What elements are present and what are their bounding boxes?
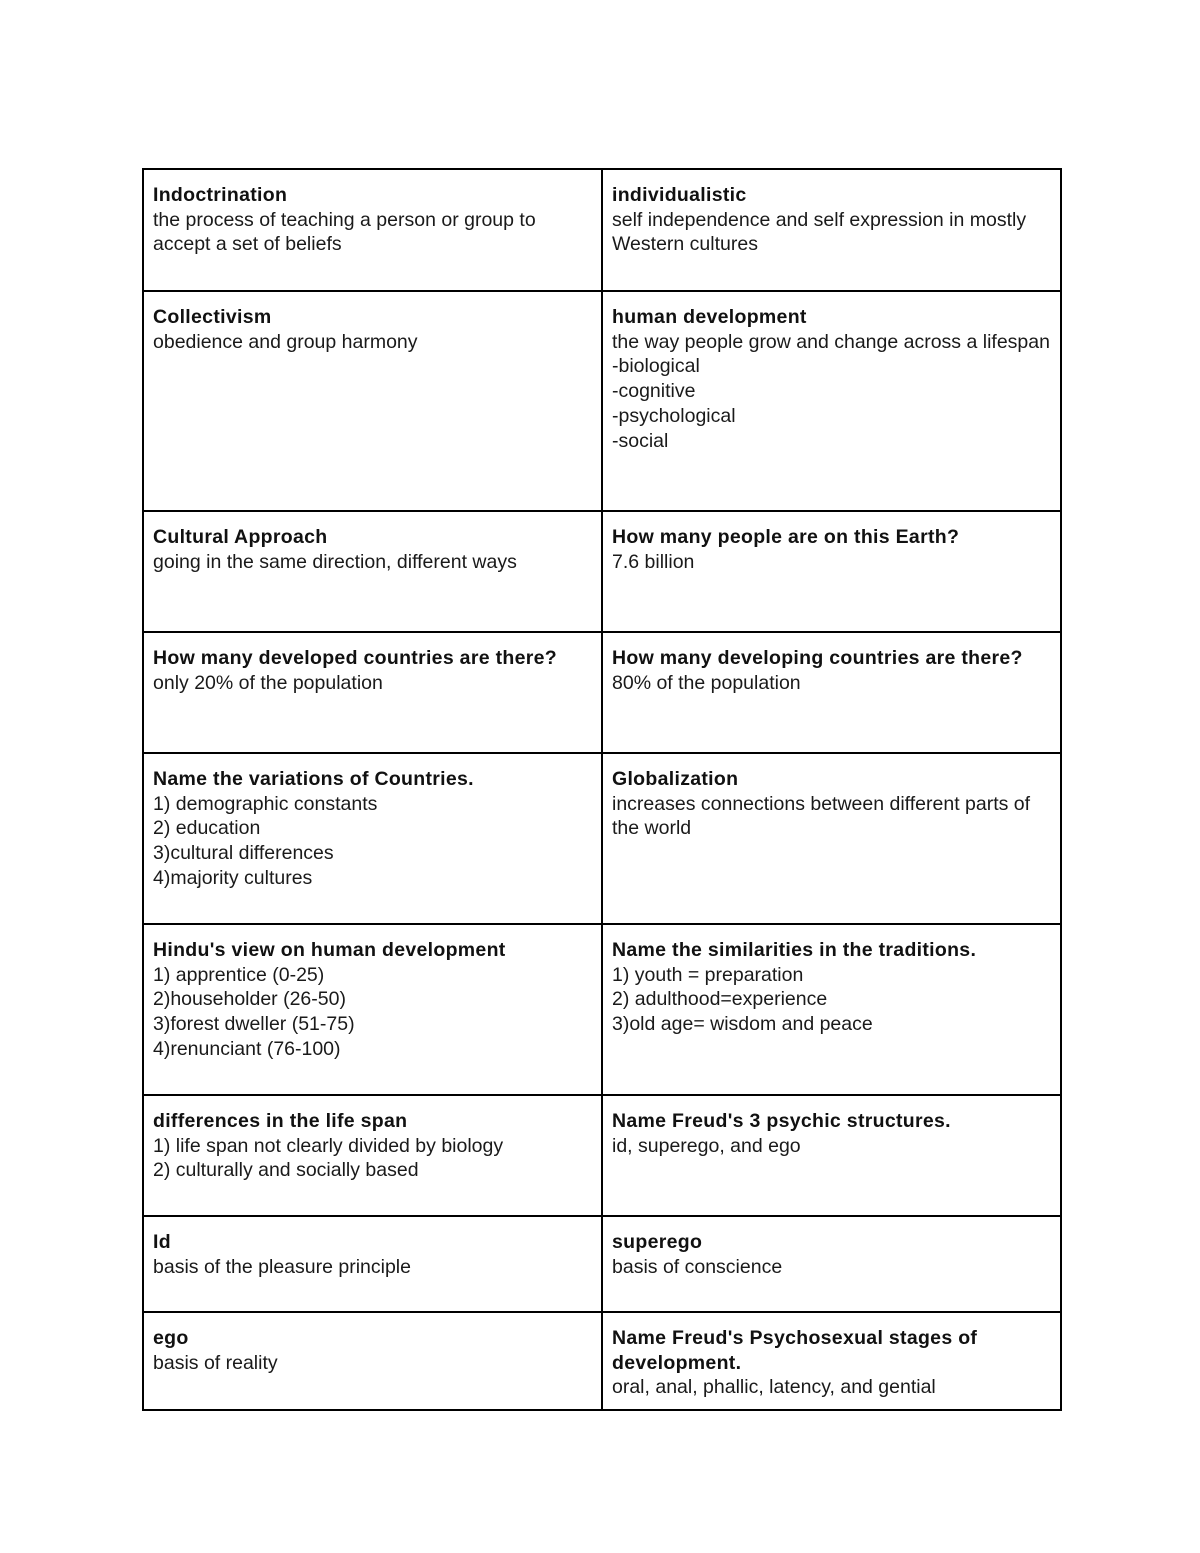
card-definition (153, 1134, 592, 1183)
definition-line: self independence and self expression in mostly Western cultures (612, 208, 1027, 256)
flashcard-table-body (143, 169, 1061, 1410)
card-term: Name Freud's 3 psychic structures. (612, 1110, 951, 1132)
definition-line: 2)householder (26-50) (153, 988, 346, 1011)
flashcard-cell (143, 511, 602, 632)
card-term: individualistic (612, 184, 747, 206)
flashcard-row (143, 632, 1061, 753)
flashcard-cell (143, 924, 602, 1095)
card-definition (153, 671, 592, 696)
card-term: Name Freud's Psychosexual stages of development. (612, 1327, 978, 1374)
definition-line: 2) culturally and socially based (153, 1159, 419, 1182)
flashcard-cell (143, 169, 602, 291)
definition-line: 3)old age= wisdom and peace (612, 1013, 873, 1036)
definition-line: 1) demographic constants (153, 792, 378, 815)
flashcard-row (143, 924, 1061, 1095)
flashcard-cell (143, 753, 602, 924)
flashcard-cell (602, 169, 1061, 291)
flashcard-row (143, 511, 1061, 632)
flashcard-cell (143, 1312, 602, 1410)
flashcard-cell (602, 1216, 1061, 1312)
definition-line: increases connections between different parts of the world (612, 792, 1031, 840)
flashcard-cell (602, 632, 1061, 753)
definition-line: 1) youth = preparation (612, 963, 804, 986)
flashcard-cell (602, 924, 1061, 1095)
flashcard-cell (602, 753, 1061, 924)
definition-line: going in the same direction, different ways (153, 550, 517, 573)
card-term: Collectivism (153, 306, 272, 328)
card-definition (612, 1134, 1051, 1159)
flashcard-cell (143, 1216, 602, 1312)
definition-line: -social (612, 429, 669, 452)
definition-line: 2) education (153, 817, 261, 840)
card-definition (612, 792, 1051, 841)
definition-line: id, superego, and ego (612, 1134, 801, 1157)
flashcard-cell (602, 1095, 1061, 1216)
definition-line: the way people grow and change across a lifespan (612, 330, 1050, 353)
definition-line: 2) adulthood=experience (612, 988, 828, 1011)
card-term: How many people are on this Earth? (612, 526, 960, 548)
flashcard-cell (602, 1312, 1061, 1410)
card-term: human development (612, 306, 807, 328)
card-definition (153, 1351, 592, 1376)
card-term: Globalization (612, 768, 739, 790)
flashcard-row (143, 1216, 1061, 1312)
definition-line: -psychological (612, 404, 736, 427)
card-term: differences in the life span (153, 1110, 408, 1132)
definition-line: oral, anal, phallic, latency, and gential (612, 1376, 936, 1399)
card-term: Name the variations of Countries. (153, 768, 474, 790)
card-definition (612, 963, 1051, 1037)
card-definition (612, 208, 1051, 257)
card-definition (153, 792, 592, 891)
definition-line: 4)renunciant (76-100) (153, 1037, 341, 1060)
definition-line: -cognitive (612, 380, 696, 403)
flashcard-row (143, 291, 1061, 511)
flashcard-row (143, 1312, 1061, 1410)
card-term: superego (612, 1231, 703, 1253)
card-term: How many developed countries are there? (153, 647, 557, 669)
definition-line: 3)cultural differences (153, 842, 334, 865)
card-definition (612, 550, 1051, 575)
flashcard-cell (602, 511, 1061, 632)
flashcard-cell (602, 291, 1061, 511)
card-definition (153, 963, 592, 1062)
flashcard-row (143, 169, 1061, 291)
card-definition (612, 671, 1051, 696)
card-term: Indoctrination (153, 184, 288, 206)
flashcard-row (143, 753, 1061, 924)
flashcard-table (142, 168, 1062, 1411)
definition-line: only 20% of the population (153, 671, 383, 694)
definition-line: obedience and group harmony (153, 330, 418, 353)
card-term: How many developing countries are there? (612, 647, 1023, 669)
flashcard-cell (143, 1095, 602, 1216)
card-term: Hindu's view on human development (153, 939, 506, 961)
card-term: Name the similarities in the traditions. (612, 939, 977, 961)
card-definition (153, 208, 592, 257)
card-definition (153, 330, 592, 355)
definition-line: 3)forest dweller (51-75) (153, 1013, 355, 1036)
definition-line: 7.6 billion (612, 550, 695, 573)
flashcard-row (143, 1095, 1061, 1216)
card-term: Cultural Approach (153, 526, 328, 548)
card-term: Id (153, 1231, 171, 1253)
card-definition (612, 1255, 1051, 1280)
definition-line: basis of reality (153, 1351, 278, 1374)
card-definition (153, 550, 592, 575)
flashcard-cell (143, 291, 602, 511)
definition-line: basis of the pleasure principle (153, 1255, 411, 1278)
card-term: ego (153, 1327, 189, 1349)
card-definition (612, 1375, 1051, 1400)
definition-line: the process of teaching a person or group to accept a set of beliefs (153, 208, 536, 256)
definition-line: 80% of the population (612, 671, 801, 694)
card-definition (153, 1255, 592, 1280)
definition-line: 1) apprentice (0-25) (153, 963, 325, 986)
flashcard-cell (143, 632, 602, 753)
card-definition (612, 330, 1051, 454)
definition-line: 4)majority cultures (153, 866, 313, 889)
definition-line: 1) life span not clearly divided by biology (153, 1134, 504, 1157)
definition-line: basis of conscience (612, 1255, 783, 1278)
definition-line: -biological (612, 355, 700, 378)
